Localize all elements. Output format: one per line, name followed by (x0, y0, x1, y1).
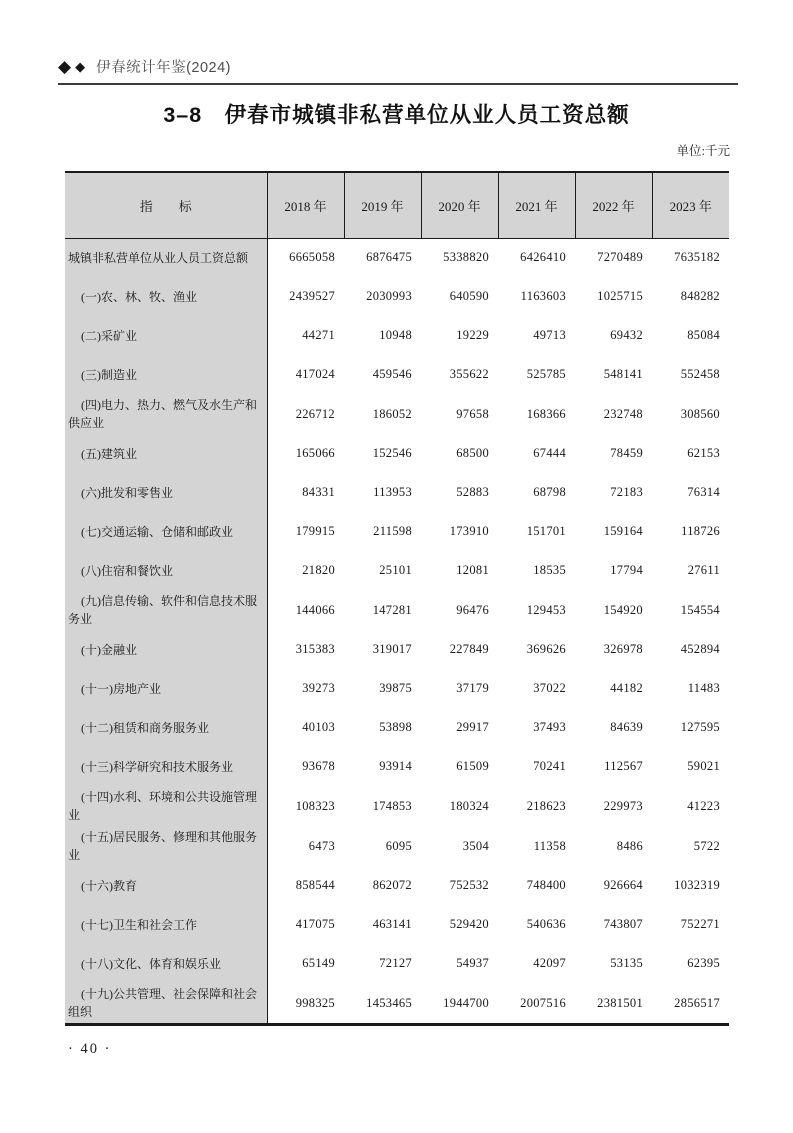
cell-value: 452894 (680, 642, 720, 656)
cell-value: 93914 (379, 759, 412, 773)
table-row (65, 316, 729, 355)
row-label: (十六)教育 (65, 866, 267, 905)
cell-value: 68500 (456, 446, 489, 460)
cell-value: 72127 (379, 956, 412, 970)
cell-value: 417024 (295, 367, 335, 381)
table-row (65, 747, 729, 786)
cell-value: 53898 (379, 720, 412, 734)
row-label: (六)批发和零售业 (65, 473, 267, 512)
row-label: (十九)公共管理、社会保障和社会组织 (65, 983, 267, 1025)
cell-value: 152546 (372, 446, 412, 460)
cell-value: 998325 (267, 983, 344, 1025)
cell-value: 44182 (610, 681, 643, 695)
table-row (65, 473, 729, 512)
table-row (65, 866, 729, 905)
cell-value: 186052 (372, 406, 412, 421)
cell-value: 52883 (456, 485, 489, 499)
cell-value: 112567 (604, 759, 643, 773)
cell-value: 53135 (610, 956, 643, 970)
cell-value: 37022 (533, 681, 566, 695)
cell-value: 168366 (526, 406, 566, 421)
table-row (65, 434, 729, 473)
cell-value: 154920 (603, 602, 643, 617)
cell-value: 17794 (610, 563, 643, 577)
cell-value: 229973 (603, 798, 643, 813)
cell-value: 315383 (295, 642, 335, 656)
wage-table (65, 171, 729, 1026)
cell-value: 62153 (687, 446, 720, 460)
cell-value: 1453465 (344, 983, 421, 1025)
cell-value: 6876475 (366, 250, 412, 265)
row-label: (十七)卫生和社会工作 (65, 905, 267, 944)
cell-value: 72183 (610, 485, 643, 499)
table-row (65, 983, 729, 1025)
cell-value: 59021 (687, 759, 720, 773)
cell-value: 525785 (526, 367, 566, 381)
table-row (65, 786, 729, 826)
cell-value: 926664 (603, 878, 643, 892)
cell-value: 858544 (295, 878, 335, 892)
cell-value: 6473 (308, 838, 335, 853)
row-label: (三)制造业 (65, 355, 267, 394)
page-number: · 40 · (68, 1041, 112, 1057)
diamond-icon: ◆ (75, 59, 86, 74)
table-body (65, 238, 729, 1025)
cell-value: 39273 (302, 681, 335, 695)
cell-value: 69432 (610, 328, 643, 342)
row-label: (二)采矿业 (65, 316, 267, 355)
cell-value: 49713 (533, 328, 566, 342)
row-label: (一)农、林、牧、渔业 (65, 277, 267, 316)
year-header-cell: 2021 年 (498, 172, 575, 238)
cell-value: 84331 (302, 485, 335, 499)
cell-value: 211598 (373, 524, 412, 538)
yearbook-title: 伊春统计年鉴(2024) (96, 60, 231, 76)
cell-value: 848282 (680, 289, 720, 303)
table-row (65, 512, 729, 551)
cell-value: 640590 (449, 289, 489, 303)
cell-value: 6095 (385, 838, 412, 853)
table-row (65, 669, 729, 708)
cell-value: 70241 (533, 759, 566, 773)
cell-value: 11358 (533, 838, 566, 853)
cell-value: 93678 (302, 759, 335, 773)
cell-value: 54937 (456, 956, 489, 970)
cell-value: 62395 (687, 956, 720, 970)
cell-value: 67444 (533, 446, 566, 460)
cell-value: 552458 (680, 367, 720, 381)
cell-value: 7635182 (674, 250, 720, 265)
cell-value: 226712 (295, 406, 335, 421)
cell-value: 1032319 (674, 878, 720, 892)
cell-value: 173910 (449, 524, 489, 538)
cell-value: 37493 (533, 720, 566, 734)
cell-value: 8486 (616, 838, 643, 853)
cell-value: 355622 (449, 367, 489, 381)
cell-value: 85084 (687, 328, 720, 342)
table-row (65, 590, 729, 630)
cell-value: 463141 (372, 917, 412, 931)
row-label: (十二)租赁和商务服务业 (65, 708, 267, 747)
table-row (65, 708, 729, 747)
cell-value: 151701 (526, 524, 566, 538)
cell-value: 6665058 (289, 250, 335, 265)
cell-value: 118726 (681, 524, 720, 538)
cell-value: 42097 (533, 956, 566, 970)
cell-value: 25101 (379, 563, 412, 577)
row-label: (十八)文化、体育和娱乐业 (65, 944, 267, 983)
cell-value: 752271 (680, 917, 720, 931)
cell-value: 29917 (456, 720, 489, 734)
cell-value: 5722 (693, 838, 720, 853)
cell-value: 165066 (295, 446, 335, 460)
cell-value: 1944700 (421, 983, 498, 1025)
cell-value: 61509 (456, 759, 489, 773)
row-label: (十四)水利、环境和公共设施管理业 (65, 786, 267, 826)
cell-value: 37179 (456, 681, 489, 695)
diamond-icon: ◆ (58, 57, 72, 76)
cell-value: 144066 (295, 602, 335, 617)
table-row (65, 944, 729, 983)
row-label: (十三)科学研究和技术服务业 (65, 747, 267, 786)
cell-value: 369626 (526, 642, 566, 656)
cell-value: 548141 (603, 367, 643, 381)
cell-value: 113953 (373, 485, 412, 499)
cell-value: 2381501 (575, 983, 652, 1025)
cell-value: 129453 (526, 602, 566, 617)
cell-value: 862072 (372, 878, 412, 892)
cell-value: 459546 (372, 367, 412, 381)
cell-value: 19229 (456, 328, 489, 342)
cell-value: 78459 (610, 446, 643, 460)
cell-value: 227849 (449, 642, 489, 656)
year-header-cell: 2018 年 (267, 172, 344, 238)
cell-value: 76314 (687, 485, 720, 499)
cell-value: 97658 (456, 406, 489, 421)
cell-value: 174853 (372, 798, 412, 813)
cell-value: 127595 (680, 720, 720, 734)
cell-value: 1025715 (597, 289, 643, 303)
cell-value: 10948 (379, 328, 412, 342)
cell-value: 2030993 (366, 289, 412, 303)
cell-value: 159164 (603, 524, 643, 538)
cell-value: 44271 (302, 328, 335, 342)
cell-value: 65149 (302, 956, 335, 970)
cell-value: 41223 (687, 798, 720, 813)
table-row (65, 394, 729, 434)
indicator-header-cell: 指 标 (65, 172, 267, 238)
row-label: (八)住宿和餐饮业 (65, 551, 267, 590)
cell-value: 748400 (526, 878, 566, 892)
cell-value: 218623 (526, 798, 566, 813)
cell-value: 540636 (526, 917, 566, 931)
cell-value: 147281 (372, 602, 412, 617)
cell-value: 154554 (680, 602, 720, 617)
table-row (65, 355, 729, 394)
cell-value: 18535 (533, 563, 566, 577)
cell-value: 40103 (302, 720, 335, 734)
table-row (65, 905, 729, 944)
row-label: (七)交通运输、仓储和邮政业 (65, 512, 267, 551)
cell-value: 2439527 (289, 289, 335, 303)
year-header-cell: 2019 年 (344, 172, 421, 238)
cell-value: 2856517 (652, 983, 729, 1025)
table-row (65, 630, 729, 669)
cell-value: 6426410 (520, 250, 566, 265)
cell-value: 12081 (456, 563, 489, 577)
table-header-row (65, 172, 729, 238)
row-label: (十五)居民服务、修理和其他服务业 (65, 826, 267, 866)
cell-value: 96476 (456, 602, 489, 617)
table-row (65, 277, 729, 316)
cell-value: 308560 (680, 406, 720, 421)
cell-value: 232748 (603, 406, 643, 421)
cell-value: 108323 (295, 798, 335, 813)
cell-value: 417075 (295, 917, 335, 931)
cell-value: 3504 (462, 838, 489, 853)
cell-value: 7270489 (597, 250, 643, 265)
row-label: (十一)房地产业 (65, 669, 267, 708)
row-label: (九)信息传输、软件和信息技术服务业 (65, 590, 267, 630)
year-header-cell: 2022 年 (575, 172, 652, 238)
row-label: (十)金融业 (65, 630, 267, 669)
row-label: (五)建筑业 (65, 434, 267, 473)
table-row (65, 238, 729, 277)
cell-value: 11483 (687, 681, 720, 695)
cell-value: 21820 (302, 563, 335, 577)
page-title: 3–8 伊春市城镇非私营单位从业人员工资总额 (163, 103, 630, 127)
cell-value: 5338820 (443, 250, 489, 265)
row-label: 城镇非私营单位从业人员工资总额 (65, 238, 267, 277)
cell-value: 179915 (295, 524, 335, 538)
cell-value: 84639 (610, 720, 643, 734)
cell-value: 27611 (687, 563, 720, 577)
cell-value: 1163603 (520, 289, 566, 303)
year-header-cell: 2023 年 (652, 172, 729, 238)
cell-value: 326978 (603, 642, 643, 656)
cell-value: 180324 (449, 798, 489, 813)
table-row (65, 826, 729, 866)
cell-value: 319017 (372, 642, 412, 656)
cell-value: 752532 (449, 878, 489, 892)
cell-value: 529420 (449, 917, 489, 931)
cell-value: 743807 (603, 917, 643, 931)
yearbook-header (58, 56, 738, 85)
year-header-cell: 2020 年 (421, 172, 498, 238)
cell-value: 68798 (533, 485, 566, 499)
cell-value: 2007516 (498, 983, 575, 1025)
unit-label: 单位:千元 (676, 144, 730, 158)
table-row (65, 551, 729, 590)
cell-value: 39875 (379, 681, 412, 695)
row-label: (四)电力、热力、燃气及水生产和供应业 (65, 394, 267, 434)
